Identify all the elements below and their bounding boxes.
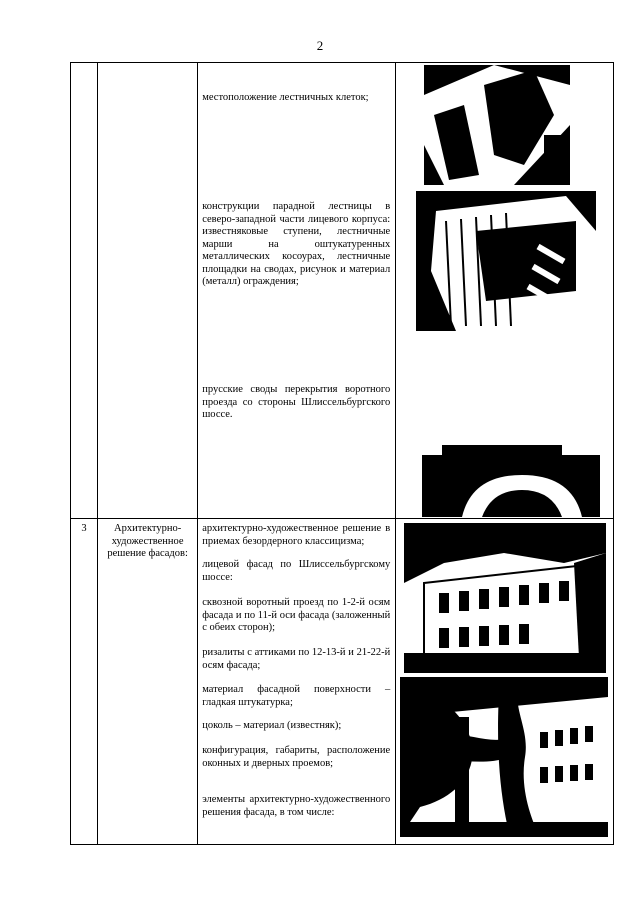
row-heading [98,63,198,519]
facade-photo-2 [400,677,608,837]
row-description [198,519,395,845]
list-item: конфигурация, габариты, расположение оконных и дверных проемов; [202,745,391,769]
photo-cell [395,519,613,845]
stair-railing-photo [416,191,596,331]
page-number: 2 [316,38,324,53]
row-description [198,63,395,519]
list-item: материал фасадной поверхности – гладкая штукатурка; [202,684,391,708]
list-item: ризалиты с аттиками по 12-13-й и 21-22-й осям фасада; [202,647,391,671]
list-item: элементы архитектурно-художественного решения фасада, в том числе: [202,794,391,818]
table-row [71,63,614,519]
row-number: 3 [71,519,98,845]
stair-interior-photo [424,65,570,185]
list-item: конструкции парадной лестницы в северо-западной части лицевого корпуса: известняковые ступени, лестничные марши на оштукатуренных металлических косоурах, лестничные площадки на сводах, рисунок и материал (металл) ограждения; [202,201,391,287]
photo-cell [395,63,613,519]
vault-photo [422,445,600,517]
list-item: цоколь – материал (известняк); [202,720,342,731]
facade-photo-1 [404,523,606,673]
row-number [71,63,98,519]
row-heading: Архитектурно-художественное решение фасадов: [98,519,198,845]
list-item: лицевой фасад по Шлиссельбургскому шоссе: [202,559,391,583]
table-row [71,519,614,845]
list-item: архитектурно-художественное решение в приемах безордерного классицизма; [202,523,391,547]
list-item: прусские своды перекрытия воротного проезда со стороны Шлиссельбургского шоссе. [202,384,391,420]
list-item: местоположение лестничных клеток; [202,92,369,103]
monument-description-table [70,62,614,845]
list-item: сквозной воротный проезд по 1-2-й осям фасада и по 11-й оси фасада (заложенный с обеих сторон); [202,597,391,633]
